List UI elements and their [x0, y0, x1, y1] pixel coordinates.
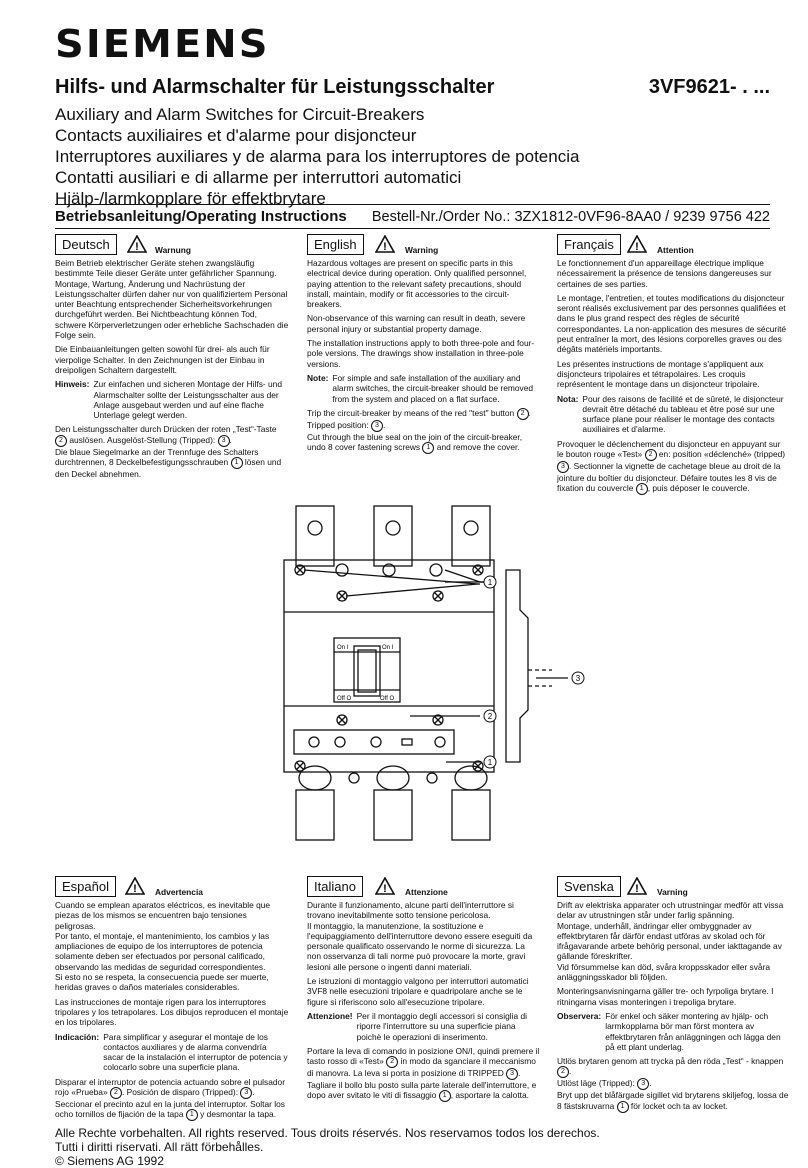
copyright-line: © Siemens AG 1992 [55, 1154, 164, 1168]
terminal-bottom-left [296, 790, 334, 840]
callout-1-icon: 1 [439, 1090, 451, 1102]
callout-1-icon: 1 [186, 1109, 198, 1121]
paragraph [557, 439, 789, 496]
terminal-bottom-right [452, 790, 490, 840]
warning-triangle-icon [127, 235, 147, 253]
text-run: en: position «déclenché» (tripped) [658, 449, 786, 460]
copyright-line: Alle Rechte vorbehalten. All rights reserved. Tous droits réservés. Nos reservamos todos los derechos. [55, 1126, 600, 1140]
text-run: . Seccionar el precinto azul en la junta del interruptor. Soltar los ocho tornillos de fijación de la tapa [55, 1087, 285, 1120]
svg-text:2: 2 [487, 712, 493, 721]
warning-label: Warnung [155, 245, 191, 255]
on-label: On I [337, 645, 349, 651]
paragraph: Las instrucciones de montaje rigen para los interruptores tripolares y los tetrapolares. Los dibujos reproducen el montaje en los tripolares. [55, 996, 289, 1028]
note-text: Pour des raisons de facilité et de sûreté, le disjoncteur devrait être détaché du tableau et être posé sur une surface plane pour réaliser le montage des contacts auxiliaires et d'alarme. [582, 393, 784, 435]
callout-2-icon: 2 [110, 1087, 122, 1099]
text-run: Montage, underhåll, ändringar eller ombyggnader av effektbrytaren får därför endast utföras av skolad och för ifrågavarande arbete behörig personal, under iakttagande av gällande föreskrifter. [557, 920, 782, 962]
callout-2-icon: 2 [645, 449, 657, 461]
lang-label-svenska: Svenska [557, 876, 621, 897]
callout-1-icon: 1 [617, 1101, 629, 1113]
lang-label-espanol: Español [55, 876, 116, 897]
callout-1-icon: 1 [231, 457, 243, 469]
text-run: , puis déposer le couvercle. [647, 483, 750, 494]
lang-label-italiano: Italiano [307, 876, 363, 897]
svg-text:1: 1 [487, 578, 493, 587]
text-run: Il montaggio, la manutenzione, la sostituzione e l'equipaggiamento dell'interruttore devono essere eseguiti da personale qualificato osservando le norme di sicurezza. La non osservanza di tali norme può provocare la morte, gravi lesioni alle persone o ingenti danni materiali. [307, 920, 533, 972]
note-key: Note: [307, 372, 329, 383]
subtitle-sv: Hjälp-/larmkopplare för effektbrytare [55, 189, 326, 208]
order-number: Bestell-Nr./Order No.: 3ZX1812-0VF96-8AA0 / 9239 9756 422 [371, 209, 770, 225]
text-run: , asportare la calotta. [450, 1090, 529, 1101]
warning-triangle-icon [627, 877, 647, 895]
paragraph [307, 1046, 541, 1103]
callout-3-icon: 3 [557, 461, 569, 473]
note-text: For simple and safe installation of the auxiliary and alarm switches, the circuit-breaker should be removed from the system and placed on a flat surface. [332, 372, 534, 404]
warning-label: Varning [657, 887, 688, 897]
callout-1-icon [484, 756, 496, 768]
svg-text:!: ! [383, 883, 387, 895]
svg-text:!: ! [135, 241, 139, 253]
paragraph: Le fonctionnement d'un appareillage électrique implique nécessairement la présence de tensions dangereuses sur certaines de ses parties. [557, 258, 772, 289]
text-run: Portare la leva di comando in posizione ON/I, quindi premere il tasto rosso di «Test» [307, 1045, 540, 1067]
text-run: Por tanto, el montaje, el mantenimiento, los cambios y las ampliaciones de equipo de los interruptores de potencia solamente deben ser efectuados por personal calificado, observando las medidas de seguridad correspondientes. [55, 930, 270, 972]
text-run: . Sectionner la vignette de cachetage bleue au droit de la jointure du boîtier du disjoncteur. Défaire toutes les 8 vis de fixation du couvercle [557, 461, 781, 494]
warning-label: Attention [657, 245, 694, 255]
paragraph: Le montage, l'entretien, et toutes modifications du disjoncteur seront réalisés exclusivement par des personnes qualifiées et dans le plus grand respect des règles de sécurité correspondantes. La non-application des mesures de sécurité peut entraîner la mort, des lésions corporelles graves ou des dégâts matériels importants. [557, 292, 787, 355]
text-run: Drift av elektriska apparater och utrustningar medför att vissa delar av utrustningen står under farlig spänning. [557, 900, 784, 921]
page-title: Hilfs- und Alarmschalter für Leistungsschalter [55, 76, 495, 98]
operating-instructions-heading: Betriebsanleitung/Operating Instructions [55, 208, 347, 225]
svg-text:!: ! [133, 883, 137, 895]
subtitle-en: Auxiliary and Alarm Switches for Circuit-Breakers [55, 105, 425, 124]
paragraph [307, 900, 541, 972]
callout-1-icon: 1 [422, 442, 434, 454]
paragraph: Hazardous voltages are present on specific parts in this electrical device during operation. Only qualified personnel, paying attention to the relevant safety precautions, should install, maintain, modify or fit accessories to the circuit-breakers. [307, 258, 527, 310]
text-run: Utlöst läge (Tripped): [557, 1078, 635, 1089]
siemens-logo: SIEMENS [55, 22, 270, 66]
warning-triangle-icon [375, 877, 395, 895]
warning-label: Advertencia [155, 887, 203, 897]
text-run: Cut through the blue seal on the join of the circuit-breaker, undo 8 cover fastening screws [307, 431, 523, 453]
paragraph: Non-observance of this warning can result in death, severe personal injury or substantial property damage. [307, 313, 526, 334]
callout-2-icon: 2 [557, 1066, 569, 1078]
svg-text:!: ! [635, 883, 639, 895]
paragraph: Monteringsanvisningarna gäller tre- och fyrpoliga brytare. I ritningarna visas monteringen i trepoliga brytare. [557, 986, 774, 1007]
subtitle-es: Interruptores auxiliares y de alarma para los interruptores de potencia [55, 147, 580, 166]
callout-3-icon: 3 [240, 1087, 252, 1099]
paragraph [55, 900, 289, 993]
warning-label: Attenzione [405, 887, 448, 897]
text-run: Vid försummelse kan död, svåra kroppsskador eller svåra anläggningsskador bli följden. [557, 961, 771, 983]
text-run: Trip the circuit-breaker by means of the red "test" button [307, 408, 515, 419]
warning-triangle-icon [125, 877, 145, 895]
note-text: Per il montaggio degli accessori si consiglia di riporre l'interruttore su una superficie piana poichè le operazioni di inserimento. [356, 1010, 527, 1042]
off-label: Off O [337, 696, 352, 702]
note-text: För enkel och säker montering av hjälp- och larmkopplarna bör man först montera av effektbrytaren från anläggningen och lägga den på ett plant underlag. [605, 1010, 781, 1052]
callout-2-icon: 2 [55, 435, 67, 447]
text-run: y desmontar la tapa. [200, 1109, 277, 1120]
text-run: in modo da sganciare il meccanismo di manovra. La leva si porta in posizione di TRIPPED [307, 1056, 536, 1079]
note-text: Zur einfachen und sicheren Montage der Hilfs- und Alarmschalter sollte der Leistungsschalter aus der Anlage ausgebaut werden und auf eine flache Unterlage gelegt werden. [93, 379, 282, 421]
svg-text:!: ! [635, 241, 639, 253]
header-rule [55, 204, 770, 205]
text-run: Utlös brytaren genom att trycka på den röda „Test“ - knappen [557, 1056, 784, 1067]
callout-1-icon: 1 [636, 483, 648, 495]
note-key: Nota: [557, 393, 579, 404]
breaker-side-view [506, 570, 528, 762]
callout-3-icon: 3 [506, 1068, 518, 1080]
paragraph [557, 900, 789, 982]
paragraph: Le istruzioni di montaggio valgono per interruttori automatici 3VF8 nelle esecuzioni tripolare e quadripolare anche se le figure si riferiscono solo all'esecuzione tripolare. [307, 976, 529, 1007]
section-francais [557, 234, 789, 499]
callout-2-icon: 2 [386, 1056, 398, 1068]
terminal-top-right [452, 506, 490, 566]
subtitle-fr: Contacts auxiliaires et d'alarme pour disjoncteur [55, 126, 417, 145]
paragraph: Beim Betrieb elektrischer Geräte stehen zwangsläufig bestimmte Teile dieser Geräte unter gefährlicher Spannung. Montage, Wartung, Änderung und Nachrüstung der Leistungsschalter dürfen daher nur von qualifiziertem Personal unter Beachtung entsprechender Sicherheitsvorkehrungen durchgeführt werden. Bei Nichtbeachtung können Tod, schwere Körperverletzungen oder erhebliche Sachschaden die Folge sein. [55, 258, 289, 341]
paragraph: Trip the circuit-breaker by means of the red "test" button 2 . Tripped position: 3 . Cut through the blue seal on the join of the circuit-breaker, undo 8 cover fastening screws 1 and remove the cover. [307, 408, 531, 453]
paragraph: Die Einbauanleitungen gelten sowohl für drei- als auch für vierpolige Schalter. In den Zeichnungen ist der Einbau in dreipoligen Schaltern dargestellt. [55, 344, 270, 375]
callout-2-icon: 2 [517, 408, 529, 420]
on-label: On I [382, 645, 394, 651]
text-run: . Posición de disparo (Tripped): [121, 1087, 239, 1098]
svg-text:3: 3 [575, 674, 581, 683]
text-run: . Tagliare il bollo blu posto sulla parte laterale dell'interruttore, e dopo aver svitato le viti di fissaggio [307, 1068, 537, 1101]
section-deutsch [55, 234, 289, 483]
copyright-line: Tutti i diritti riservati. All rätt förbehålles. [55, 1140, 264, 1154]
model-number: 3VF9621- . ... [648, 76, 770, 98]
paragraph: Utlös brytaren genom att trycka på den röda „Test“ - knappen 2 . Utlöst läge (Tripped): 3 . Bryt upp det blåfärgade sigillet vid brytarens skiljefog, lossa de 8 fästskruvarna 1 för locket och ta av locket. [557, 1056, 789, 1111]
text-run: Provoquer le déclenchement du disjoncteur en appuyant sur le bouton rouge «Test» [557, 438, 781, 460]
cover-screws-top [295, 565, 483, 601]
lang-label-english: English [307, 234, 364, 255]
text-run: auslösen. Ausgelöst-Stellung (Tripped): [69, 434, 216, 445]
text-run: Disparar el interruptor de potencia actuando sobre el pulsador rojo «Prueba» [55, 1076, 285, 1098]
text-run: lösen und den Deckel abnehmen. [55, 457, 282, 480]
note-key: Attenzione! [307, 1010, 353, 1021]
text-run: Bryt upp det blåfärgade sigillet vid brytarens skiljefog, lossa de 8 fästskruvarna [557, 1090, 789, 1111]
text-run: Cuando se emplean aparatos eléctricos, es inevitable que piezas de los mismos se encuentren bajo tensiones peligrosas. [55, 900, 271, 931]
section-espanol [55, 876, 289, 1125]
terminal-bottom-middle [374, 790, 412, 840]
paragraph [55, 1077, 289, 1122]
note-text: Para simplificar y asegurar el montaje de los contactos auxiliares y de alarma convendría sacar de la instalación el interruptor de potencia y colocarlo sobre una superficie plana. [103, 1031, 288, 1073]
note-key: Indicación: [55, 1031, 100, 1042]
warning-label: Warning [405, 245, 439, 255]
text-run: Den Leistungsschalter durch Drücken der roten „Test“-Taste [55, 424, 277, 435]
subtitle-it: Contatti ausiliari e di allarme per interruttori automatici [55, 168, 462, 187]
lang-label-francais: Français [557, 234, 621, 255]
paragraph: The installation instructions apply to both three-pole and four-pole versions. The drawings show installation in three-pole versions. [307, 338, 535, 369]
terminal-top-middle [374, 506, 412, 566]
text-run: Si esto no se respeta, la consecuencia puede ser muerte, heridas graves o daños materiales considerables. [55, 972, 269, 993]
section-italiano [307, 876, 541, 1106]
callout-3-icon: 3 [218, 435, 230, 447]
callout-3-icon [572, 672, 584, 684]
callout-1-icon [484, 576, 496, 588]
circuit-breaker-drawing [270, 500, 600, 850]
text-run: and remove the cover. [436, 442, 520, 453]
paragraph: Den Leistungsschalter durch Drücken der roten „Test“-Taste 2 auslösen. Ausgelöst-Stellung (Tripped): 3 . Die blaue Siegelmarke an der Trennfuge des Schalters durchtrennen, 8 Deckelbefestigungsschrauben 1 lösen und den Deckel abnehmen. [55, 424, 282, 480]
warning-triangle-icon [627, 235, 647, 253]
text-run: Durante il funzionamento, alcune parti dell'interruttore si trovano inevitabilmente sotto tensione pericolosa. [307, 900, 514, 921]
callout-3-icon: 3 [371, 420, 383, 432]
warning-triangle-icon [375, 235, 395, 253]
section-english [307, 234, 541, 458]
paragraph: Les présentes instructions de montage s'appliquent aux disjoncteurs tripolaires et tétrapolaires. Les croquis représentent le montage dans un disjoncteur tripolaire. [557, 358, 764, 390]
terminal-top-left [296, 506, 334, 566]
lang-label-deutsch: Deutsch [55, 234, 117, 255]
note-key: Hinweis: [55, 379, 90, 390]
callout-3-icon: 3 [637, 1078, 649, 1090]
section-svenska [557, 876, 789, 1117]
accessory-strip [294, 730, 454, 754]
footer [55, 1126, 600, 1168]
off-label: Off O [380, 696, 395, 702]
text-run: för locket och ta av locket. [630, 1100, 728, 1111]
text-run: Tripped position: [307, 420, 369, 431]
callout-2-icon [484, 710, 496, 722]
svg-text:1: 1 [487, 758, 493, 767]
text-run: Die blaue Siegelmarke an der Trennfuge des Schalters durchtrennen, 8 Deckelbefestigungsschrauben [55, 446, 259, 468]
subtitle-list [55, 104, 579, 209]
svg-text:!: ! [383, 241, 387, 253]
section-rule [55, 228, 770, 229]
note-key: Observera: [557, 1010, 602, 1021]
